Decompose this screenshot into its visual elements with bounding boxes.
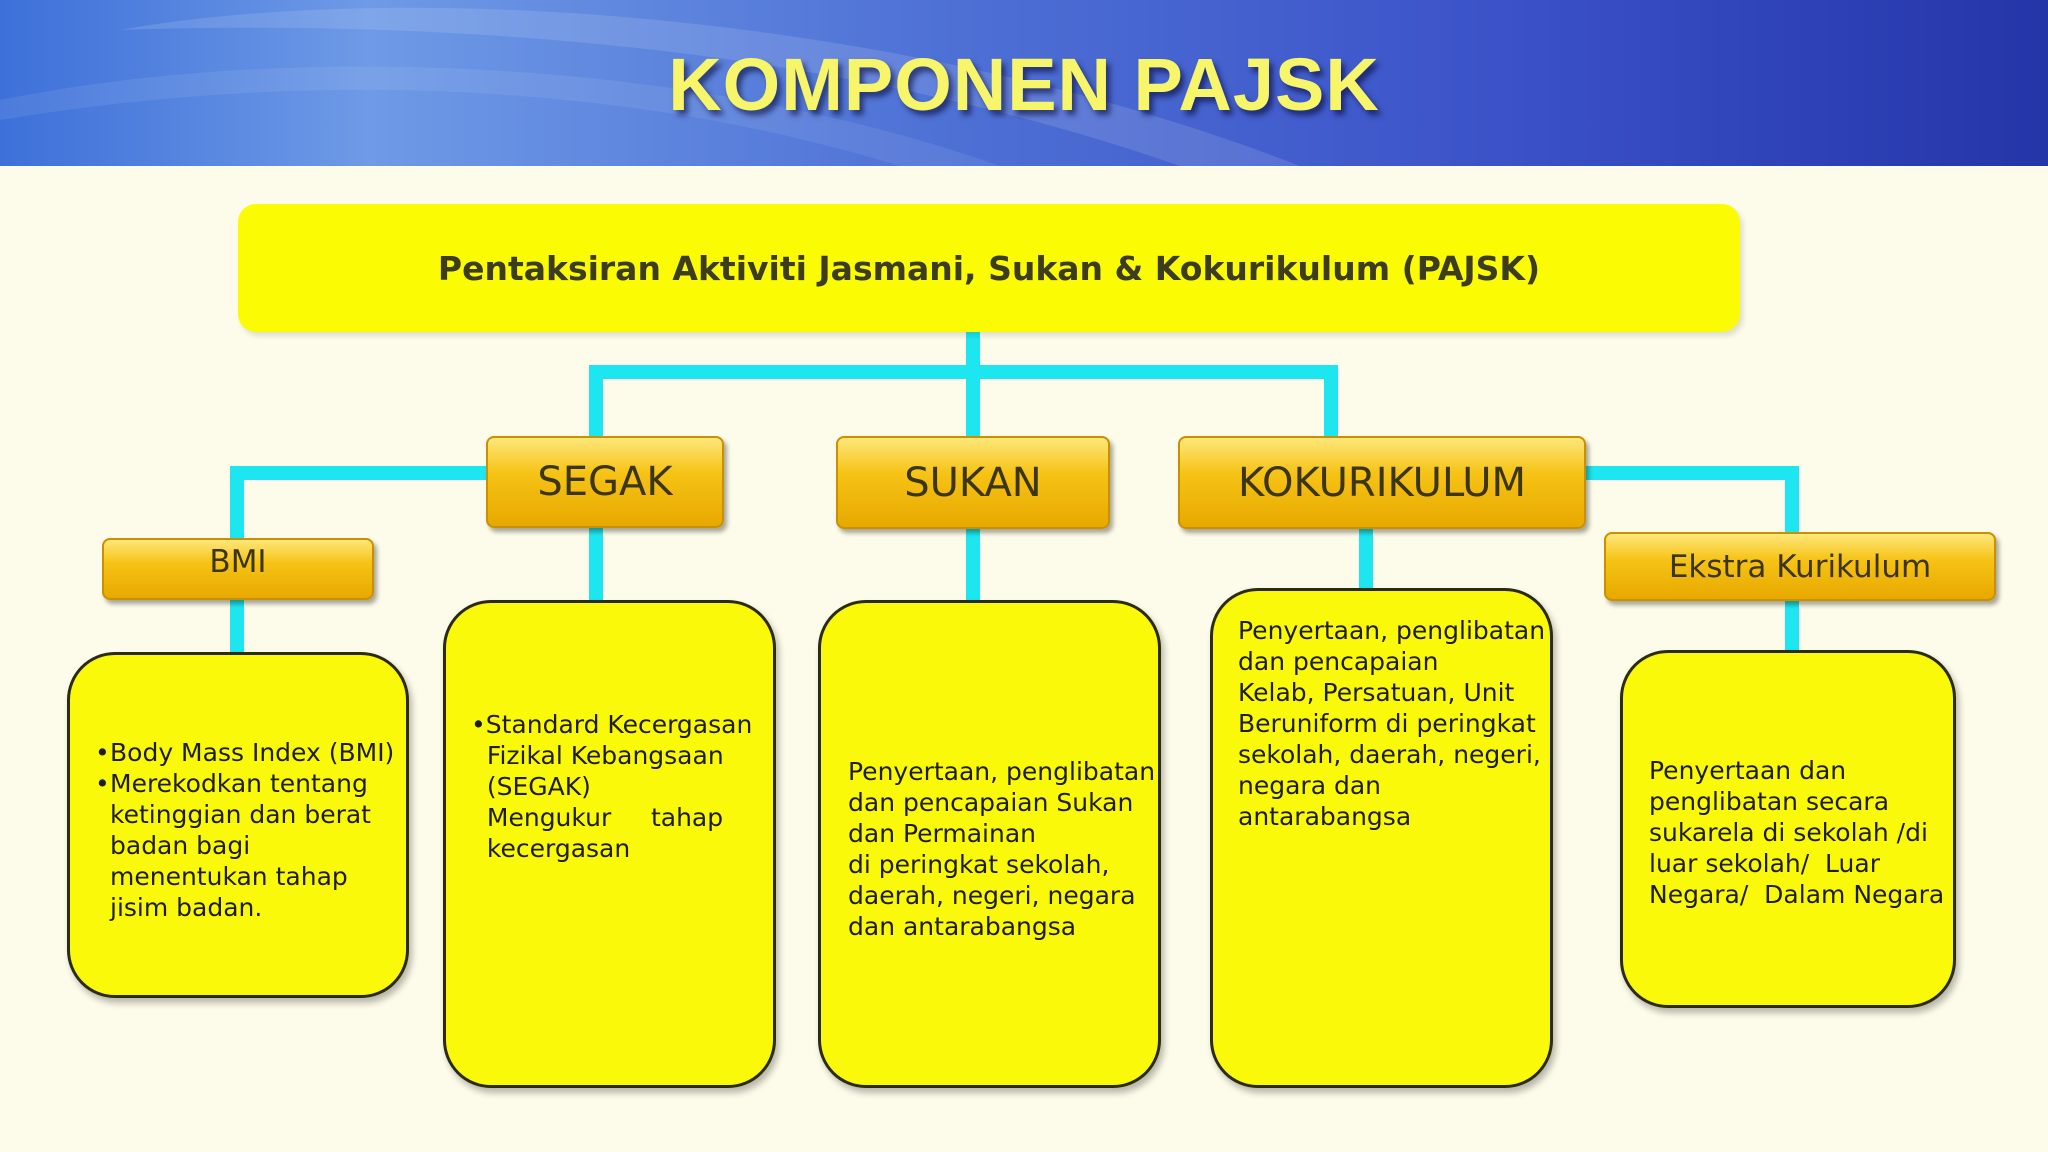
sukan-description: Penyertaan, penglibatan dan pencapaian Sukan dan Permainan di peringkat sekolah, daerah, negeri, negara dan antarabangsa — [848, 757, 1156, 941]
subcomponent-ekstra-label: Ekstra Kurikulum — [1668, 548, 1932, 585]
component-sukan-label: SUKAN — [904, 459, 1042, 506]
ekstra-description: Penyertaan dan penglibatan secara sukarela di sekolah /di luar sekolah/ Luar Negara/ Dalam Negara — [1649, 756, 1945, 909]
component-segak-label: SEGAK — [537, 459, 673, 505]
description-box-kokurikulum — [1210, 588, 1553, 1088]
kokurikulum-description: Penyertaan, penglibatan dan pencapaian Kelab, Persatuan, Unit Beruniform di peringkat sekolah, daerah, negeri, negara dan antarabangsa — [1238, 616, 1546, 831]
description-box-segak — [443, 600, 776, 1088]
bmi-description-list — [95, 737, 394, 923]
subcomponent-bmi — [102, 538, 374, 600]
subcomponent-ekstra-kurikulum — [1604, 532, 1996, 601]
component-sukan — [836, 436, 1110, 529]
bmi-bullet-1: • Body Mass Index (BMI) — [95, 737, 394, 768]
component-kokurikulum — [1178, 436, 1586, 529]
root-node-pajsk — [238, 204, 1740, 332]
page-title: KOMPONEN PAJSK — [668, 43, 1380, 126]
description-box-sukan — [818, 600, 1161, 1088]
component-segak — [486, 436, 724, 528]
description-box-ekstra-kurikulum — [1620, 650, 1956, 1008]
bmi-bullet-2: • Merekodkan tentang ketinggian dan berat badan bagi menentukan tahap jisim badan. — [95, 768, 394, 923]
component-kokurikulum-label: KOKURIKULUM — [1237, 459, 1527, 506]
description-box-bmi — [67, 652, 409, 998]
segak-description: •Standard Kecergasan Fizikal Kebangsaan (SEGAK) Mengukur tahap kecergasan — [471, 710, 753, 863]
subcomponent-bmi-label: BMI — [209, 544, 267, 580]
root-node-label: Pentaksiran Aktiviti Jasmani, Sukan & Kokurikulum (PAJSK) — [437, 248, 1541, 288]
